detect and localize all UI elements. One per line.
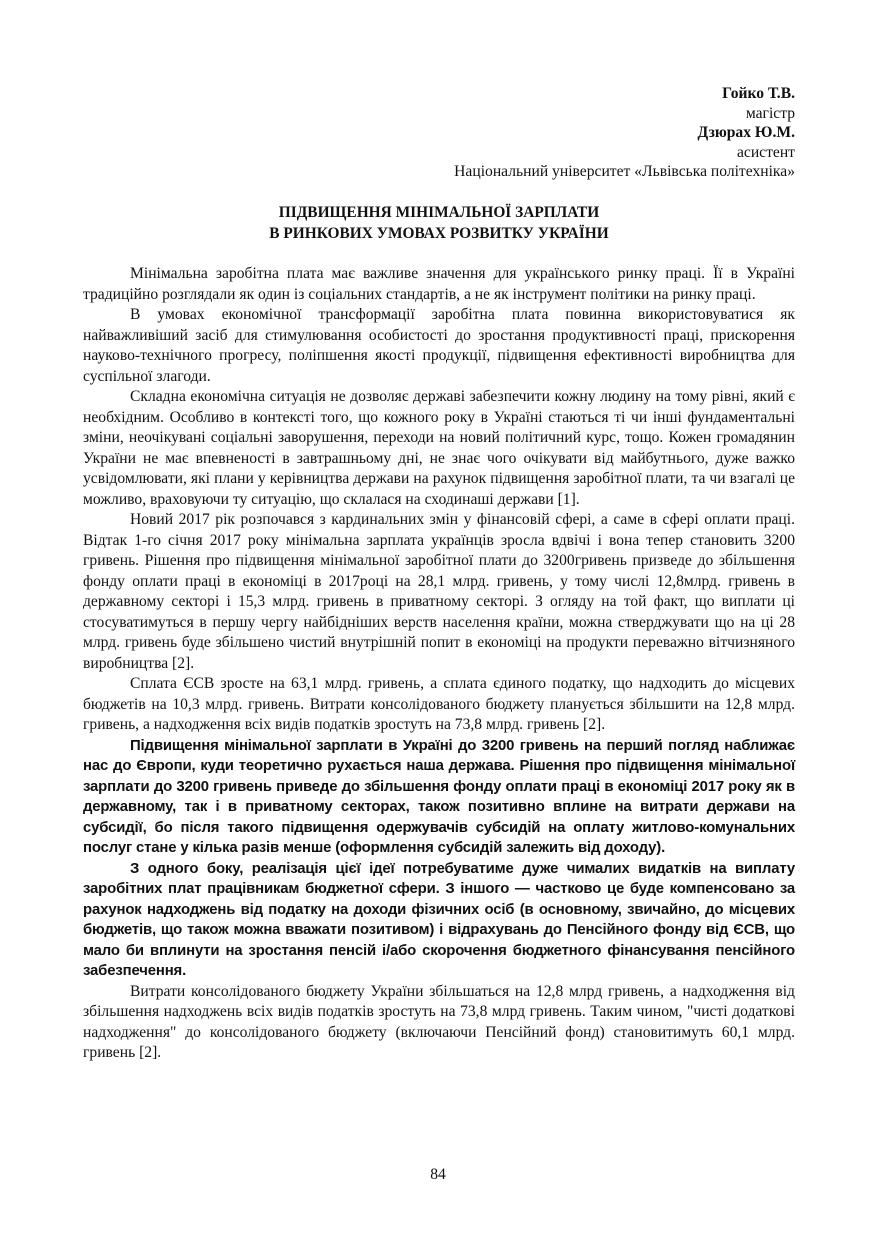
paper-body: [83, 264, 795, 1064]
body-paragraph-bold: З одного боку, реалізація цієї ідеї потребуватиме дуже чималих видатків на виплату заробітних плат працівникам бюджетної сфери. З іншого — частково це буде компенсовано за рахунок надходжень від податку на доходи фізичних осіб (в основному, звичайно, до місцевих бюджетів, що також можна вважати позитивом) і відрахувань до Пенсійного фонду від ЄСВ, що мало би вплинути на зростання пенсій і/або скорочення бюджетного фінансування пенсійного забезпечення.: [83, 860, 795, 979]
body-paragraph: В умовах економічної трансформації заробітна плата повинна використовуватися як найважливіший засіб для стимулювання особистості до зростання продуктивності праці, прискорення науково-технічного прогресу, поліпшення якості продукції, підвищення ефективності виробництва для суспільної злагоди.: [83, 306, 795, 385]
body-paragraph-bold: Підвищення мінімальної зарплати в Україні до 3200 гривень на перший погляд наближає нас до Європи, куди теоретично рухається наша держава. Рішення про підвищення мінімальної зарплати до 3200 гривень приведе до збільшення фонду оплати праці в економіці 2017 року як в державному, так і в приватному секторах, також позитивно вплине на витрати держави на субсидії, бо після такого підвищення одержувачів субсидій на оплату житлово-комунальних послуг стане у кілька разів менше (оформлення субсидій залежить від доходу).: [83, 737, 795, 856]
author-role: магістр: [745, 104, 795, 122]
author-name: Гойко Т.В.: [722, 85, 795, 102]
author-name: Дзюрах Ю.М.: [697, 124, 795, 142]
body-paragraph: Сплата ЄСВ зросте на 63,1 млрд. гривень, а сплата єдиного податку, що надходить до місцевих бюджетів на 10,3 млрд. гривень. Витрати консолідованого бюджету планується збільшити на 12,8 млрд. гривень, а надходження всіх видів податків зростуть на 73,8 млрд. гривень [2].: [83, 675, 795, 733]
page-number: 84: [430, 1166, 446, 1183]
body-paragraph: Складна економічна ситуація не дозволяє державі забезпечити кожну людину на тому рівні, який є необхідним. Особливо в контексті того, що кожного року в Україні стаються ті чи інші фундаментальні зміни, неочікувані соціальні заворушення, переходи на новий політичний курс, тощо. Кожен громадянин України не має впевненості в завтрашньому дні, не знає чого очікувати від майбутнього, дуже важко усвідомлювати, які плани у керівництва держави на рахунок підвищення заробітної плати, та чи взагалі це можливо, враховуючи ту ситуацію, що склалася на сходинаші держави [1].: [83, 388, 795, 508]
author-block: [454, 84, 795, 182]
title-line: ПІДВИЩЕННЯ МІНІМАЛЬНОЇ ЗАРПЛАТИ: [278, 204, 600, 221]
body-paragraph: Витрати консолідованого бюджету України збільшаться на 12,8 млрд гривень, а надходження від збільшення надходжень всіх видів податків зростуть на 73,8 млрд гривень. Таким чином, "чисті додаткові надходження" до консолідованого бюджету (включаючи Пенсійний фонд) становитимуть 60,1 млрд. гривень [2].: [83, 982, 795, 1061]
title-line: В РИНКОВИХ УМОВАХ РОЗВИТКУ УКРАЇНИ: [269, 224, 609, 242]
affiliation: Національний університет «Львівська політехніка»: [454, 163, 795, 181]
body-paragraph: Новий 2017 рік розпочався з кардинальних змін у фінансовій сфері, а саме в сфері оплати праці. Відтак 1-го січня 2017 року мінімальна зарплата українців зросла вдвічі і вона тепер становить 3200 гривень. Рішення про підвищення мінімальної заробітної плати до 3200гривень призведе до збільшення фонду оплати праці в економіці в 2017році на 28,1 млрд. гривень, у тому числі 12,8млрд. гривень в державному секторі і 15,3 млрд. гривень в приватному секторі. З огляду на той факт, що виплати ці стосуватимуться в першу чергу найбідніших верств населення країни, можна стверджувати що на ці 28 млрд. гривень буде збільшено чистий внутрішній попит в економіці на продукти переважно вітчизняного виробництва [2].: [83, 511, 795, 672]
author-role: асистент: [736, 143, 795, 161]
body-paragraph: Мінімальна заробітна плата має важливе значення для українського ринку праці. Її в Україні традиційно розглядали як один із соціальних стандартів, а не як інструмент політики на ринку праці.: [83, 265, 795, 303]
paper-title: [83, 203, 795, 244]
